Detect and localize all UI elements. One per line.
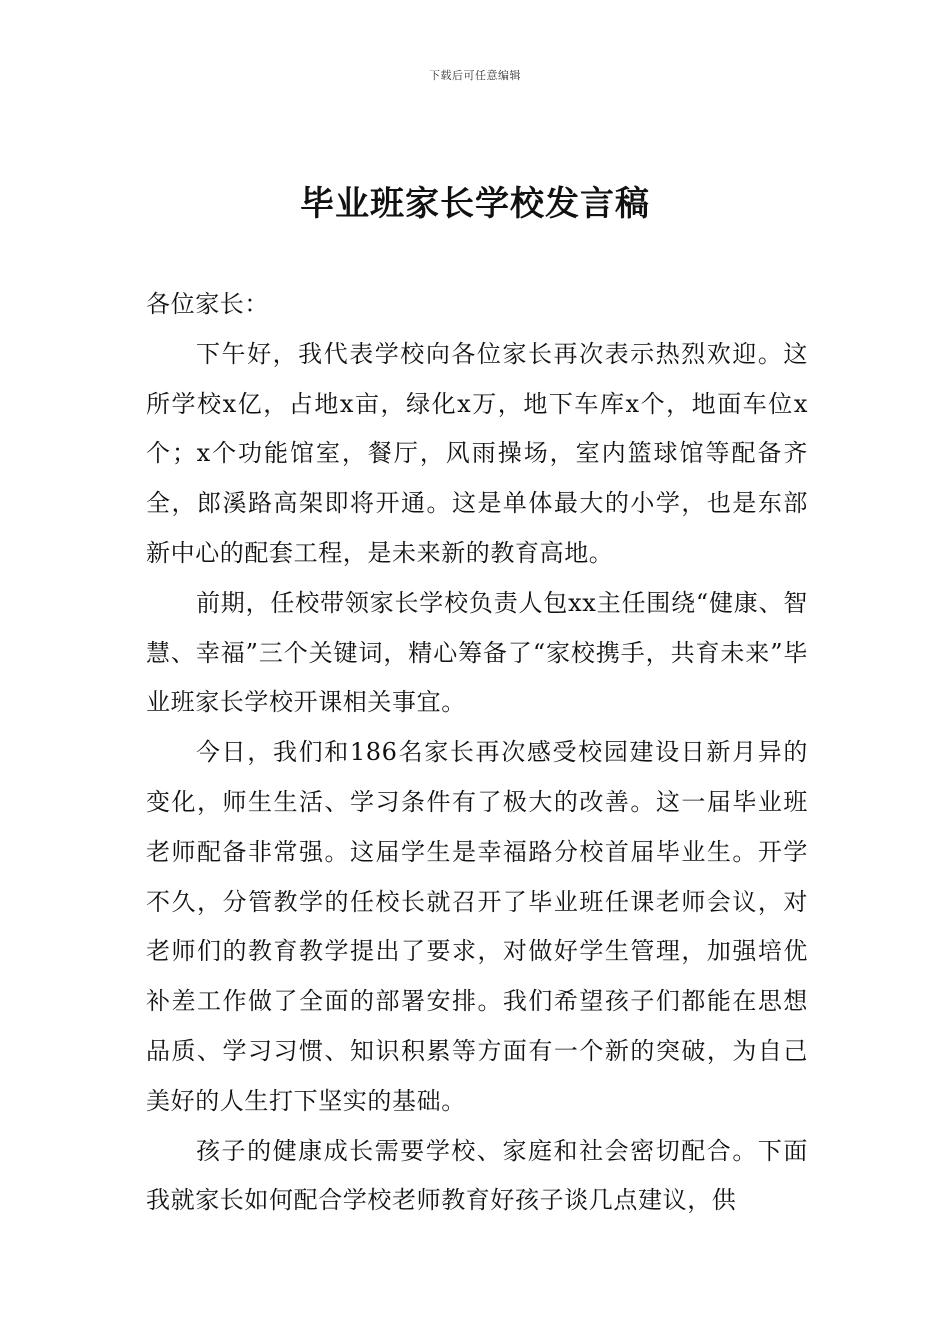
- header-note: 下载后可任意编辑: [429, 69, 521, 82]
- document-title: 毕业班家长学校发言稿: [300, 184, 650, 224]
- document-body: [146, 280, 808, 1226]
- paragraph: 孩子的健康成长需要学校、家庭和社会密切配合。下面我就家长如何配合学校老师教育好孩子谈几点建议，供: [146, 1136, 808, 1215]
- paragraph: 今日，我们和186名家长再次感受校园建设日新月异的变化，师生生活、学习条件有了极大的改善。这一届毕业班老师配备非常强。这届学生是幸福路分校首届毕业生。开学不久，分管教学的任校长就召开了毕业班任课老师会议，对老师们的教育教学提出了要求，对做好学生管理，加强培优补差工作做了全面的部署安排。我们希望孩子们都能在思想品质、学习习惯、知识积累等方面有一个新的突破，为自己美好的人生打下坚实的基础。: [146, 738, 808, 1115]
- paragraph: 下午好，我代表学校向各位家长再次表示热烈欢迎。这所学校x亿，占地x亩，绿化x万，地下车库x个，地面车位x个；x个功能馆室，餐厅，风雨操场，室内篮球馆等配备齐全，郎溪路高架即将开通。这是单体最大的小学，也是东部新中心的配套工程，是未来新的教育高地。: [146, 339, 808, 567]
- paragraph: 前期，任校带领家长学校负责人包xx主任围绕“健康、智慧、幸福”三个关键词，精心筹备了“家校携手，共育未来”毕业班家长学校开课相关事宜。: [146, 588, 808, 717]
- salutation: 各位家长：: [146, 290, 269, 318]
